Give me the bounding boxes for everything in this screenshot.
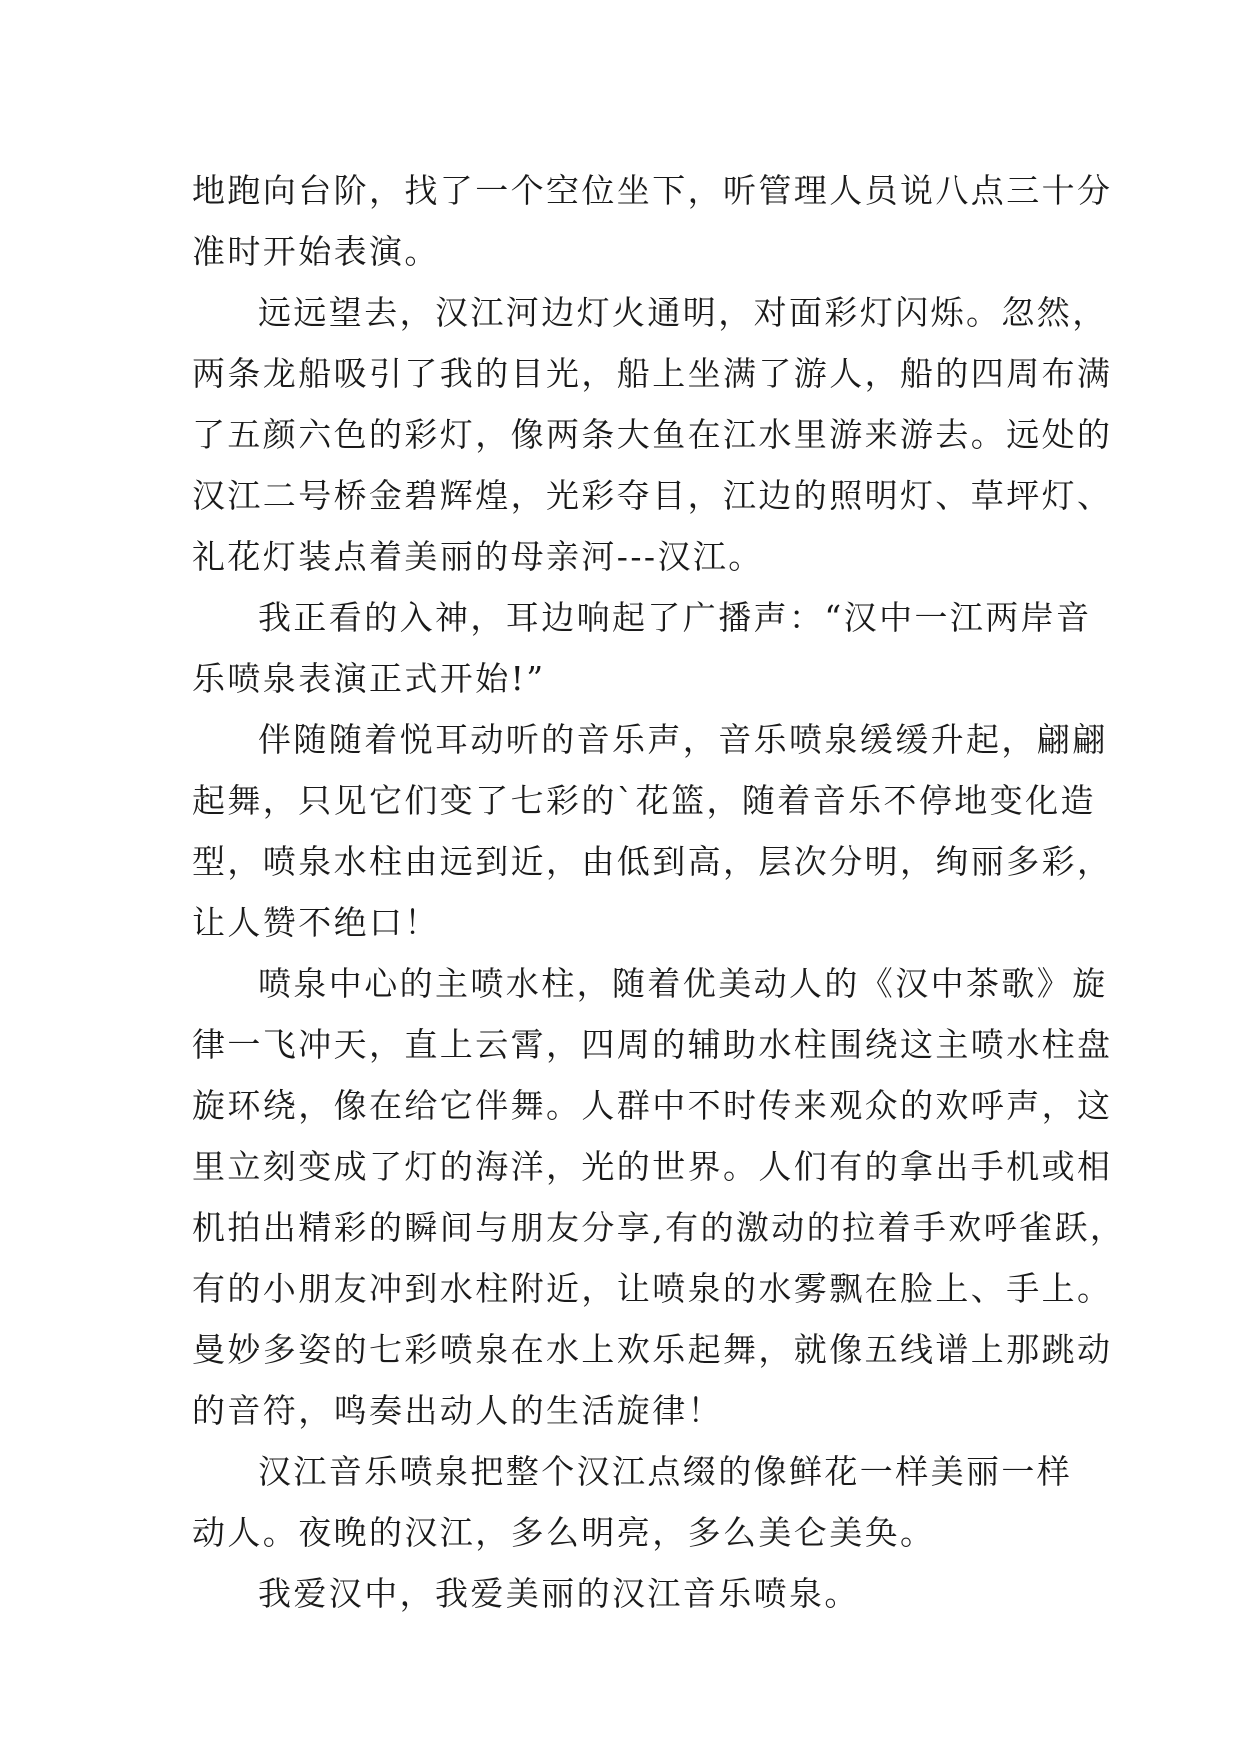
text-line: 我正看的入神，耳边响起了广播声：“汉中一江两岸音 [258,598,1092,637]
text-line: 地跑向台阶，找了一个空位坐下，听管理人员说八点三十分 [192,171,1113,210]
text-line: 起舞，只见它们变了七彩的`花篮，随着音乐不停地变化造 [192,781,1096,820]
paragraph [192,1563,1072,1624]
text-line: 准时开始表演。 [192,232,440,271]
text-line: 机拍出精彩的瞬间与朋友分享,有的激动的拉着手欢呼雀跃， [192,1208,1126,1247]
paragraph [192,282,1113,587]
paragraph [192,160,1113,282]
text-line: 乐喷泉表演正式开始!” [192,659,546,698]
text-line: 的音符，鸣奏出动人的生活旋律！ [192,1391,723,1430]
text-line: 礼花灯装点着美丽的母亲河---汉江。 [192,537,764,576]
text-line: 有的小朋友冲到水柱附近，让喷泉的水雾飘在脸上、手上。 [192,1269,1113,1308]
paragraph [192,953,1126,1441]
paragraph [192,587,1092,709]
text-line: 旋环绕，像在给它伴舞。人群中不时传来观众的欢呼声，这 [192,1086,1113,1125]
text-line: 喷泉中心的主喷水柱，随着优美动人的《汉中茶歌》旋 [258,964,1108,1003]
text-line: 动人。夜晚的汉江，多么明亮，多么美仑美奂。 [192,1513,936,1552]
paragraph [192,1441,1072,1563]
text-line: 伴随随着悦耳动听的音乐声，音乐喷泉缓缓升起，翩翩 [258,720,1108,759]
text-line: 汉江音乐喷泉把整个汉江点缀的像鲜花一样美丽一样 [258,1452,1073,1491]
text-line: 两条龙船吸引了我的目光，船上坐满了游人，船的四周布满 [192,354,1113,393]
text-line: 型，喷泉水柱由远到近，由低到高，层次分明，绚丽多彩， [192,842,1113,881]
text-line: 远远望去，汉江河边灯火通明，对面彩灯闪烁。忽然， [258,293,1108,332]
text-line: 我爱汉中，我爱美丽的汉江音乐喷泉。 [258,1574,860,1613]
text-line: 了五颜六色的彩灯，像两条大鱼在江水里游来游去。远处的 [192,415,1113,454]
text-line: 里立刻变成了灯的海洋，光的世界。人们有的拿出手机或相 [192,1147,1113,1186]
text-line: 汉江二号桥金碧辉煌，光彩夺目，江边的照明灯、草坪灯、 [192,476,1113,515]
body-text [192,160,1126,1624]
text-line: 曼妙多姿的七彩喷泉在水上欢乐起舞，就像五线谱上那跳动 [192,1330,1113,1369]
text-line: 让人赞不绝口！ [192,903,440,942]
paragraph [192,709,1113,953]
text-line: 律一飞冲天，直上云霄，四周的辅助水柱围绕这主喷水柱盘 [192,1025,1113,1064]
